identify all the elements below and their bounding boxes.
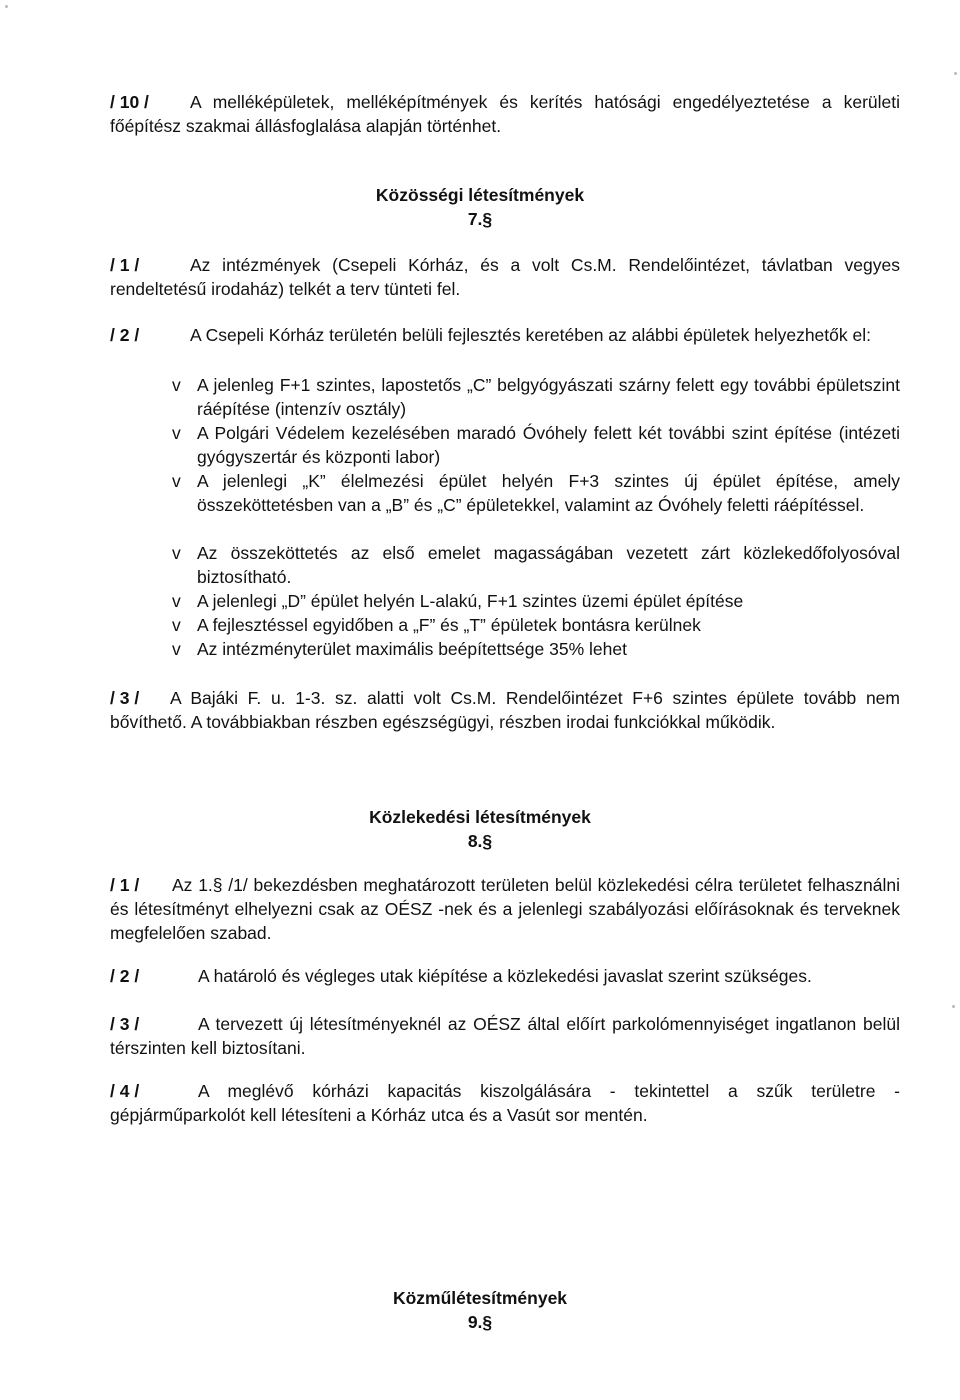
paragraph-8-3 (110, 1012, 900, 1060)
section-8-title: Közlekedési létesítmények (369, 807, 591, 827)
paragraph-text: A Bajáki F. u. 1-3. sz. alatti volt Cs.M. Rendelőintézet F+6 szintes épülete tovább nem bővíthető. A továbbiakban részben egészségügyi, részben irodai funkciókkal működik. (110, 688, 900, 732)
section-7-number: 7.§ (467, 209, 493, 229)
section-9-title: Közműlétesítmények (392, 1288, 568, 1308)
list-item: v A jelenlegi „K” élelmezési épület helyén F+3 szintes új épület építése, amely összeköttetésben van a „B” és „C” épületekkel, valamint az Óvóhely feletti ráépítéssel. (172, 471, 900, 515)
paragraph-7-2 (110, 323, 900, 347)
list-item: v A Polgári Védelem kezelésében maradó Óvóhely felett két további szint építése (intézeti gyógyszertár és központi labor) (172, 423, 900, 467)
paragraph-number: / 2 / (110, 325, 140, 345)
paragraph-7-1 (110, 253, 900, 301)
list-item: v Az összeköttetés az első emelet magasságában vezetett zárt közlekedőfolyosóval biztosítható. (172, 543, 900, 587)
list-item: v A fejlesztéssel egyidőben a „F” és „T” épületek bontásra kerülnek (172, 615, 701, 635)
paragraph-number: / 3 / (110, 1014, 140, 1034)
paragraph-8-2 (110, 964, 900, 988)
paragraph-text: A tervezett új létesítményeknél az OÉSZ által előírt parkolómennyiséget ingatlanon belül térszinten kell biztosítani. (110, 1014, 900, 1058)
paragraph-text: A melléképületek, melléképítmények és kerítés hatósági engedélyeztetése a kerületi főépítész szakmai állásfoglalása alapján történhet. (110, 92, 900, 136)
paragraph-number: / 4 / (110, 1081, 140, 1101)
paragraph-7-3 (110, 686, 900, 734)
list-item: v Az intézményterület maximális beépítettsége 35% lehet (172, 639, 627, 659)
paragraph-number: / 3 / (110, 688, 140, 708)
paragraph-text: A határoló és végleges utak kiépítése a közlekedési javaslat szerint szükséges. (198, 966, 812, 986)
paragraph-8-1 (110, 873, 900, 945)
paragraph-number: / 1 / (110, 255, 140, 275)
scan-speck (952, 1005, 955, 1008)
paragraph-text: Az intézmények (Csepeli Kórház, és a volt Cs.M. Rendelőintézet, távlatban vegyes rendeltetésű irodaház) telkét a terv tünteti fel. (110, 255, 900, 299)
scan-speck (954, 72, 957, 75)
paragraph-number: / 2 / (110, 966, 140, 986)
section-9-number: 9.§ (467, 1312, 493, 1332)
section-8-number: 8.§ (467, 831, 493, 851)
paragraph-text: A Csepeli Kórház területén belüli fejlesztés keretében az alábbi épületek helyezhetők el: (190, 325, 871, 345)
paragraph-number: / 10 / (110, 92, 149, 112)
list-item: v A jelenleg F+1 szintes, lapostetős „C” belgyógyászati szárny felett egy további épületszint ráépítése (intenzív osztály) (172, 375, 900, 419)
section-7-title: Közösségi létesítmények (375, 185, 585, 205)
paragraph-number: / 1 / (110, 875, 140, 895)
paragraph-text: A meglévő kórházi kapacitás kiszolgálására - tekintettel a szűk területre - gépjárműparkolót kell létesíteni a Kórház utca és a Vasút sor mentén. (110, 1081, 900, 1125)
paragraph-8-4 (110, 1079, 900, 1127)
scan-speck (5, 5, 8, 8)
list-item: v A jelenlegi „D” épület helyén L-alakú, F+1 szintes üzemi épület építése (172, 591, 744, 611)
paragraph-10 (110, 90, 900, 138)
paragraph-text: Az 1.§ /1/ bekezdésben meghatározott területen belül közlekedési célra területet felhasználni és létesítményt elhelyezni csak az OÉSZ -nek és a jelenlegi szabályozási előírásoknak és terveknek megfelelően szabad. (110, 875, 900, 943)
